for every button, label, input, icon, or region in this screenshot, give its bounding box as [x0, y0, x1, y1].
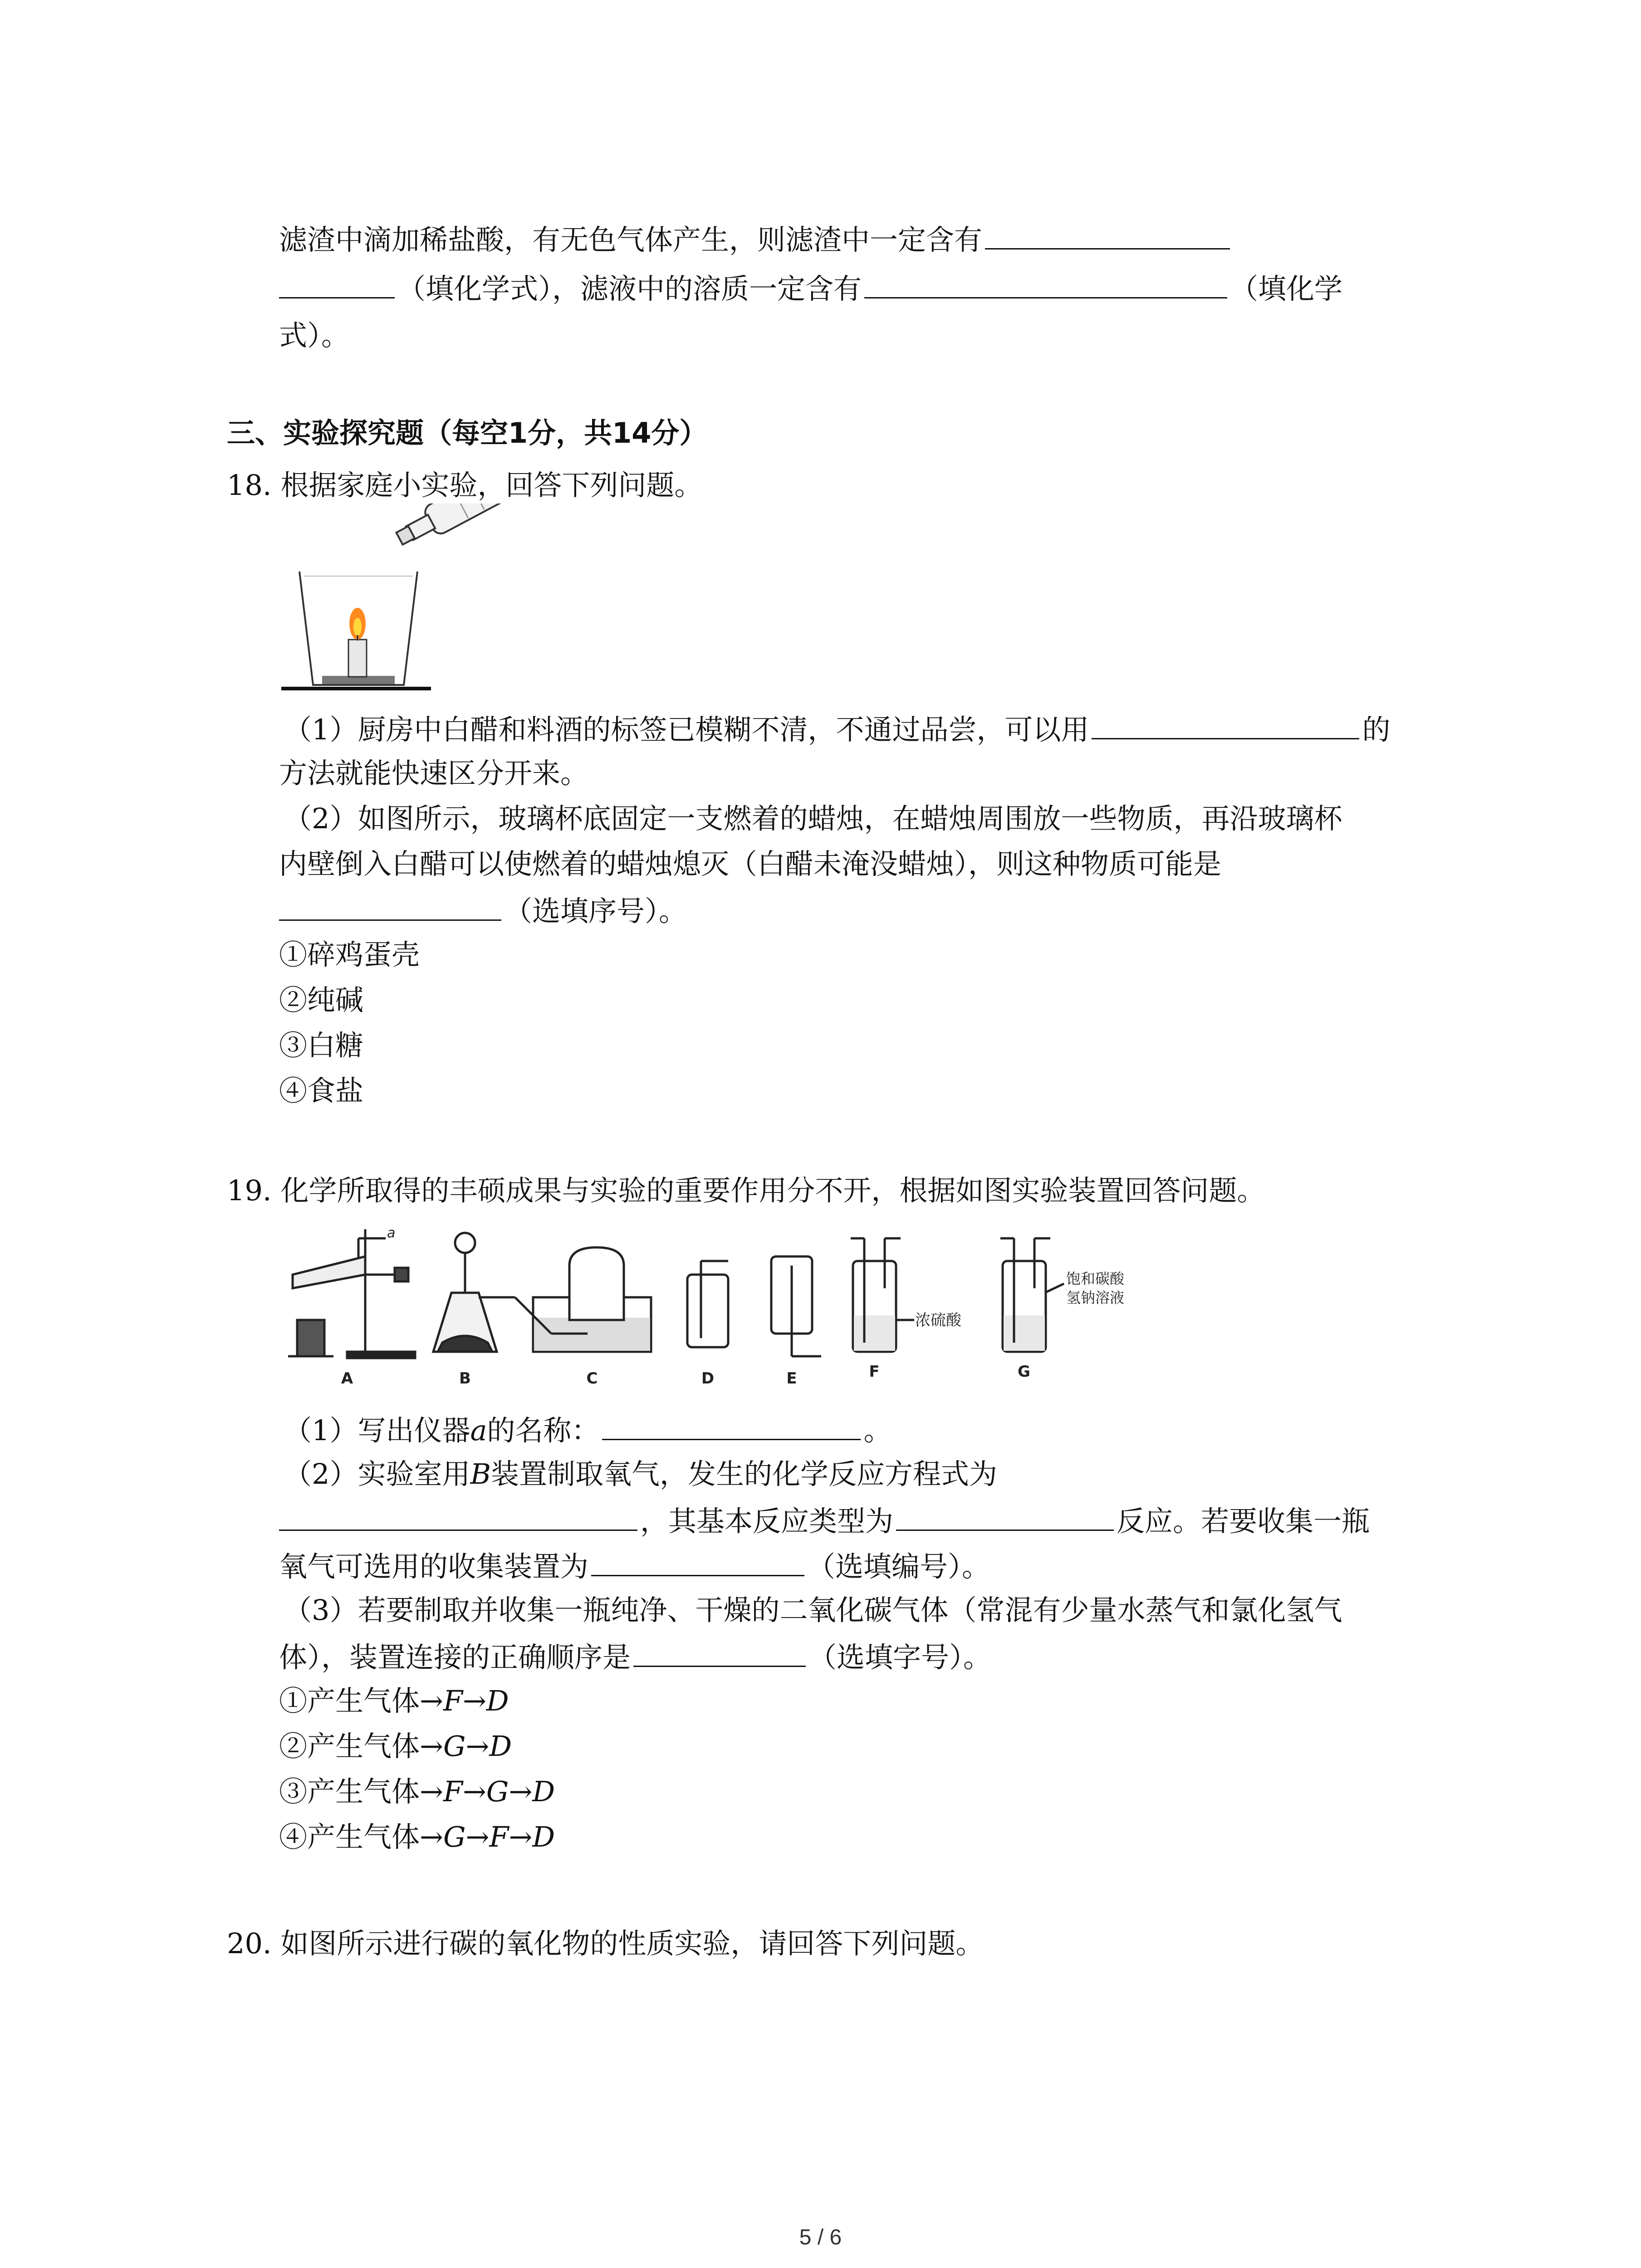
- q18-part2-text-b: 内壁倒入白醋可以使燃着的蜡烛熄灭（白醋未淹没蜡烛），则这种物质可能是: [279, 847, 1222, 880]
- q17-blank-2[interactable]: [864, 269, 1227, 298]
- q19-stem-text: 化学所取得的丰硕成果与实验的重要作用分不开，根据如图实验装置回答问题。: [280, 1174, 1265, 1207]
- apparatus-b: [433, 1233, 515, 1352]
- q19-option-3: [279, 1774, 555, 1810]
- apparatus-f: [851, 1238, 914, 1352]
- q18-number: 18.: [227, 469, 272, 502]
- q19-blank-2[interactable]: [279, 1501, 637, 1531]
- apparatus-f-reagent: 浓硫酸: [915, 1311, 961, 1330]
- q19-part2-line3: [279, 1547, 990, 1585]
- q17-line-1: [279, 220, 1233, 258]
- q19-part3-line1: [284, 1592, 1342, 1628]
- apparatus-label-g: G: [1018, 1363, 1030, 1381]
- q18-part1-line1: [284, 710, 1390, 748]
- q20-stem-text: 如图所示进行碳的氧化物的性质实验，请回答下列问题。: [280, 1927, 984, 1960]
- q18-part1-line2: [279, 755, 588, 792]
- q19-blank-4[interactable]: [591, 1547, 804, 1576]
- q19-number: 19.: [227, 1174, 272, 1207]
- q19-part2-text-c: ，其基本反应类型为: [640, 1505, 894, 1538]
- apparatus-label-d: D: [701, 1369, 715, 1388]
- q17-text-2b: （填化学: [1230, 272, 1343, 305]
- q19-part2-text-b: 装置制取氧气，发生的化学反应方程式为: [491, 1457, 998, 1491]
- apparatus-d: [687, 1261, 728, 1347]
- q19-option-3-sequence: F→G→D: [443, 1775, 555, 1808]
- apparatus-label-b: B: [459, 1369, 471, 1388]
- apparatus-g: [1000, 1238, 1064, 1352]
- q19-option-1-prefix: ①产生气体→: [279, 1684, 443, 1717]
- q17-line-2: [279, 269, 1342, 307]
- q19-part2-text-e: 氧气可选用的收集装置为: [279, 1550, 589, 1583]
- q18-part2-text-c: （选填序号）。: [504, 894, 687, 928]
- section-3-title: 三、实验探究题（每空1分，共14分）: [227, 416, 708, 450]
- q19-stem: [227, 1173, 1265, 1209]
- q19-figure-apparatus: [279, 1220, 1209, 1393]
- apparatus-g-reagent-1: 饱和碳酸: [1066, 1270, 1125, 1287]
- q17-blank-1[interactable]: [985, 220, 1230, 249]
- q19-part2-line2: [279, 1501, 1370, 1540]
- q18-option-1: ①碎鸡蛋壳: [279, 938, 420, 971]
- q19-part1: [284, 1411, 892, 1449]
- q18-part2-line3: [279, 891, 687, 929]
- q19-blank-1[interactable]: [602, 1411, 861, 1440]
- q19-part1-text-a: （1）写出仪器: [284, 1414, 470, 1447]
- q18-option-2: ②纯碱: [279, 983, 364, 1017]
- q19-option-1: [279, 1683, 509, 1719]
- q17-text-1: 滤渣中滴加稀盐酸，有无色气体产生，则滤渣中一定含有: [279, 223, 983, 256]
- q18-option-4: ④食盐: [279, 1074, 364, 1107]
- q19-option-4-prefix: ④产生气体→: [279, 1820, 443, 1853]
- q18-stem: [227, 467, 702, 503]
- q17-text-3: 式）。: [279, 319, 350, 352]
- q18-blank-2[interactable]: [279, 891, 501, 921]
- q19-part2-text-d: 反应。若要收集一瓶: [1117, 1505, 1370, 1538]
- page-number: 5 / 6: [799, 2225, 842, 2249]
- q19-part2-text-f: （选填编号）。: [807, 1550, 990, 1583]
- q19-part3-text-b: 体），装置连接的正确顺序是: [279, 1641, 631, 1674]
- q19-part3-text-a: （3）若要制取并收集一瓶纯净、干燥的二氧化碳气体（常混有少量水蒸气和氯化氢气: [284, 1593, 1342, 1627]
- q18-part1-text-b: 的: [1362, 713, 1391, 746]
- q17-blank-1-cont[interactable]: [279, 269, 395, 298]
- q18-option-3: ③白糖: [279, 1029, 364, 1062]
- q19-part2-var: B: [470, 1457, 491, 1491]
- q19-option-2-prefix: ②产生气体→: [279, 1730, 443, 1763]
- q18-part2-line1: [284, 801, 1342, 837]
- q19-option-1-sequence: F→D: [443, 1684, 509, 1717]
- q20-stem: [227, 1926, 984, 1962]
- q17-text-2: （填化学式），滤液中的溶质一定含有: [397, 272, 862, 305]
- q19-option-4: [279, 1819, 555, 1855]
- q18-blank-1[interactable]: [1092, 710, 1359, 739]
- q18-figure-candle-cup: [281, 503, 517, 694]
- q19-blank-3[interactable]: [896, 1501, 1114, 1531]
- apparatus-label-f: F: [869, 1363, 880, 1381]
- q19-part3-text-c: （选填字号）。: [808, 1641, 992, 1674]
- q19-part3-line2: [279, 1637, 991, 1676]
- apparatus-label-e: E: [786, 1369, 797, 1388]
- apparatus-c: [515, 1247, 651, 1352]
- q19-part1-text-c: 。: [863, 1414, 892, 1447]
- q19-option-2: [279, 1728, 512, 1765]
- apparatus-e: [771, 1256, 821, 1356]
- q18-part2-line2: [279, 846, 1221, 882]
- q19-part1-text-b: 的名称：: [487, 1414, 600, 1447]
- q18-part1-text-c: 方法就能快速区分开来。: [279, 757, 589, 790]
- q19-part2-text-a: （2）实验室用: [284, 1457, 470, 1491]
- apparatus-label-c: C: [586, 1369, 598, 1388]
- q18-part2-text-a: （2）如图所示，玻璃杯底固定一支燃着的蜡烛，在蜡烛周围放一些物质，再沿玻璃杯: [284, 802, 1342, 835]
- q19-blank-5[interactable]: [633, 1637, 806, 1667]
- q19-part1-var: a: [470, 1414, 487, 1447]
- apparatus-a: [288, 1229, 415, 1358]
- apparatus-a-pointer-label: a: [387, 1225, 396, 1241]
- apparatus-label-a: A: [341, 1369, 353, 1388]
- q18-stem-text: 根据家庭小实验，回答下列问题。: [280, 469, 703, 502]
- q20-number: 20.: [227, 1927, 272, 1960]
- apparatus-g-reagent-2: 氢钠溶液: [1066, 1289, 1125, 1306]
- q19-option-4-sequence: G→F→D: [443, 1820, 555, 1853]
- q17-line-3: [279, 318, 349, 354]
- q19-option-2-sequence: G→D: [443, 1730, 512, 1763]
- q19-part2-line1: [284, 1456, 997, 1492]
- q18-part1-text-a: （1）厨房中白醋和料酒的标签已模糊不清，不通过品尝，可以用: [284, 713, 1089, 746]
- q19-option-3-prefix: ③产生气体→: [279, 1775, 443, 1808]
